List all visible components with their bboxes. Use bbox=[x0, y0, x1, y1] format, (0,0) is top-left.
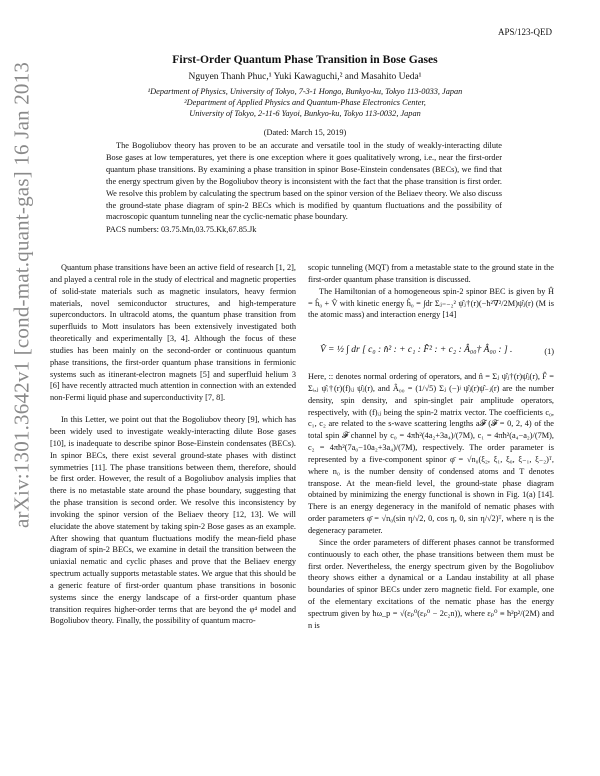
date-line: (Dated: March 15, 2019) bbox=[263, 128, 347, 137]
equation-body: V̂ = ½ ∫ dr [ c₀ : n̂² : + c₁ : F̂² : + c₂ : Â₀₀† Â₀₀ : ] . bbox=[320, 345, 513, 355]
affiliation-line: ²Department of Applied Physics and Quantum-Phase Electronics Center, bbox=[184, 98, 426, 107]
affiliation-line: University of Tokyo, 2-11-6 Yayoi, Bunkyo-ku, Tokyo 113-0032, Japan bbox=[189, 109, 421, 118]
affiliation-line: ¹Department of Physics, University of Tokyo, 7-3-1 Hongo, Bunkyo-ku, Tokyo 113-0033, Japan bbox=[147, 87, 463, 96]
body-paragraph: scopic tunneling (MQT) from a metastable state to the ground state in the first-order quantum phase transition is discussed. bbox=[308, 263, 554, 284]
author-list: Nguyen Thanh Phuc,¹ Yuki Kawaguchi,² and Masahito Ueda¹ bbox=[188, 72, 422, 82]
equation-number: (1) bbox=[544, 347, 554, 356]
arxiv-sidebar bbox=[8, 40, 36, 550]
equation-1 bbox=[308, 339, 554, 367]
body-paragraph: Since the order parameters of different phases cannot be transformed continuously to each other, the phase transitions between them must be first order. Nevertheless, the energy spectrum given by the Bogoliubov theory shows either a dynamical or a Landau instability at all phase boundaries of spinor BECs under zero magnetic field. For example, one of the elementary excitations of the nematic phase has the energy spectrum given by ħω_p = √(εₚ⁰(εₚ⁰ − 2c₂n)), where εₚ⁰ ≡ ħ²p²/(2M) and n is bbox=[308, 537, 554, 630]
body-paragraph: The Hamiltonian of a homogeneous spin-2 spinor BEC is given by Ĥ = ĥ₀ + V̂ with kinetic energy ĥ₀ = ∫dr Σⱼ₌₋₂² ψ̂ⱼ†(r)(−ħ²∇²/2M)ψ̂ⱼ(r) (M is the atomic mass) and interaction energy [14] bbox=[308, 286, 554, 320]
right-column-top bbox=[308, 262, 554, 321]
body-paragraph: Quantum phase transitions have been an active field of research [1, 2], and played a central role in the study of electrical and magnetic properties of solid-state materials such as magnetic insulators, heavy fermion materials, novel semiconductor structures, and high-temperature superconductors. In ultracold atoms, the quantum phase transition from superfluids to Mott insulators has been extensively investigated both theoretically and experimentally [3, 4]. Although the focus of these studies has been mainly on the second-order or continuous quantum phase transitions, the first-order quantum phase transitions in fermionic systems such as itinerant-electron magnets [5] and superfluid helium 3 [6] have recently attracted much attention in connection with an extended non-Fermi liquid phase and superconductivity [7, 8]. bbox=[50, 263, 296, 403]
body-paragraph: Here, :: denotes normal ordering of operators, and n̂ = Σⱼ ψ̂ⱼ†(r)ψ̂ⱼ(r), F̂ = Σᵢ,ⱼ ψ̂ᵢ†(r)(f)ᵢⱼ ψ̂ⱼ(r), and Â₀₀ = (1/√5) Σⱼ (−)ʲ ψ̂ⱼ(r)ψ̂₋ⱼ(r) are the number density, spin density, and spin-singlet pair amplitude operators, respectively, with (f)ᵢⱼ being the spin-2 matrix vector. The coefficients c₀, c₁, c₂ are related to the s-wave scattering lengths a𝓕 (𝓕 = 0, 2, 4) of the total spin 𝓕 channel by c₀ = 4πħ²(4a₂+3a₄)/(7M), c₁ = 4πħ²(a₄−a₂)/(7M), c₂ = 4πħ²(7a₀−10a₂+3a₄)/(7M), respectively. The order parameter is represented by a five-component spinor φ̄ = √n₀(ξ₂, ξ₁, ξ₀, ξ₋₁, ξ₋₂)ᵀ, where n₀ is the number density of condensed atoms and T denotes transpose. At the mean-field level, the ground-state phase diagram obtained by minimizing the energy functional is shown in Fig. 1(a) [14]. There is an energy degeneracy in the manifold of nematic phases with order parameters φ̄ = √n₀(sin η/√2, 0, cos η, 0, sin η/√2)ᵀ, where η is the degeneracy parameter. bbox=[308, 372, 554, 535]
paper-title: First-Order Quantum Phase Transition in Bose Gases bbox=[172, 53, 438, 66]
right-column-bottom bbox=[308, 371, 554, 632]
pacs-numbers: PACS numbers: 03.75.Mn,03.75.Kk,67.85.Jk bbox=[106, 225, 257, 234]
report-code: APS/123-QED bbox=[497, 27, 552, 37]
abstract-text: The Bogoliubov theory has proven to be an accurate and versatile tool in the study of weakly-interacting dilute Bose gases at low temperatures, yet there is one exception where it goes qualitatively wrong, i.e., near the first-order quantum phase transitions. By examining a phase transition in spinor Bose-Einstein condensates (BECs), we find that the energy spectrum given by the Bogoliubov theory is inconsistent with the fact that the phase transition is first order. We resolve this problem by calculating the spectrum based on the spinor version of the Beliaev theory. We also discuss the ground-state phase diagram of spin-2 BECs which is modified by quantum fluctuations and the possibility of macroscopic quantum tunneling near the cyclic-nematic phase boundary. bbox=[106, 141, 502, 222]
body-paragraph: In this Letter, we point out that the Bogoliubov theory [9], which has been widely used to investigate weakly-interacting dilute Bose gases [10], is inadequate to describe spinor Bose-Einstein condensates (BECs). In spinor BECs, there exist several ground-state phases with distinct symmetries [11]. The phase transitions between them, therefore, should be first order. However, the result of a Bogoliubov analysis implies that there is no metastable state around the phase boundary, suggesting that the phase transition is second order. We resolve this inconsistency by invoking the spinor version of the Beliaev theory [12, 13]. We will elucidate the above statement by taking spin-2 Bose gases as an example. After showing that quantum fluctuations modify the mean-field phase diagram of spin-2 BECs, we examine in detail the transition between the uniaxial nematic and cyclic phases and prove that the Beliaev energy spectrum actually supports metastable states. We argue that this should be a generic feature of first-order quantum phase transitions in bosonic systems since the energy landscape of a first-order quantum phase transition requires higher-order terms that are beyond the φ⁴ model and Bogoliubov theory. Finally, the possibility of quantum macro- bbox=[50, 415, 296, 626]
arxiv-identifier: arXiv:1301.3642v1 [cond-mat.quant-gas] 16 Jan 2013 bbox=[9, 61, 34, 529]
left-column bbox=[50, 262, 296, 627]
